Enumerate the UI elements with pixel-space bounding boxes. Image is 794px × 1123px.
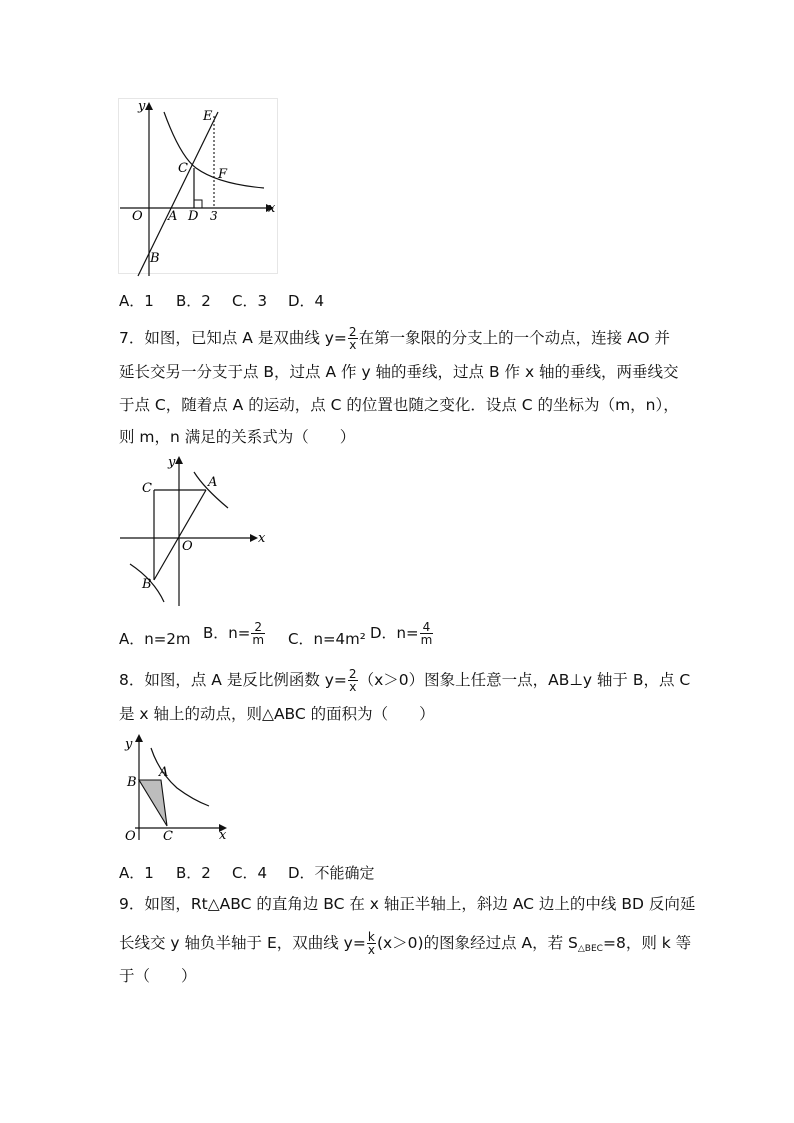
frac-numerator: 4 xyxy=(420,621,434,634)
label-y: y xyxy=(138,99,146,114)
q6-option-b[interactable]: B．2 xyxy=(176,292,211,310)
q8-line-1 xyxy=(119,668,690,693)
label-A: A xyxy=(208,475,218,490)
frac-numerator: 2 xyxy=(348,325,357,339)
q7-line1-post: 在第一象限的分支上的一个动点，连接 AO 并 xyxy=(358,329,670,347)
q7-option-b[interactable] xyxy=(203,621,266,646)
label-y: y xyxy=(168,455,176,470)
label-F: F xyxy=(218,167,228,182)
q9-line2-pre: 长线交 y 轴负半轴于 E，双曲线 y= xyxy=(119,934,366,952)
label-O: O xyxy=(132,209,143,224)
frac-numerator: 2 xyxy=(348,667,357,681)
label-B: B xyxy=(142,577,152,592)
label-x: x xyxy=(219,828,227,843)
figure-q7 xyxy=(116,452,274,608)
q7-option-c[interactable]: C．n=4m² xyxy=(288,630,366,648)
fraction-2-over-m xyxy=(251,621,265,646)
label-C: C xyxy=(163,829,173,844)
label-D: D xyxy=(188,209,199,224)
q8-option-d[interactable]: D．不能确定 xyxy=(288,864,375,882)
figure-q8 xyxy=(117,732,233,846)
label-C: C xyxy=(142,481,152,496)
fraction-k-over-x xyxy=(367,931,376,956)
q8-line1-post: （x＞0）图象上任意一点，AB⊥y 轴于 B，点 C xyxy=(358,671,691,689)
q7-line-1 xyxy=(119,326,670,351)
q8-line1-pre: 8．如图，点 A 是反比例函数 y= xyxy=(119,671,347,689)
label-B: B xyxy=(150,251,160,266)
q9-line2-post: =8，则 k 等 xyxy=(602,934,692,952)
label-y: y xyxy=(125,737,133,752)
fraction-2-over-x xyxy=(348,668,358,693)
q6-option-a[interactable]: A．1 xyxy=(119,292,154,310)
q9-line-3: 于（ ） xyxy=(119,967,197,985)
q7-option-d[interactable] xyxy=(370,621,434,646)
q9-subscript: △BEC xyxy=(577,944,603,954)
x-axis-arrow xyxy=(250,534,258,542)
q6-option-c[interactable]: C．3 xyxy=(232,292,268,310)
q7-line-3: 于点 C，随着点 A 的运动，点 C 的位置也随之变化．设点 C 的坐标为（m，n）， xyxy=(119,396,679,414)
label-C: C xyxy=(178,161,188,176)
frac-denominator: x xyxy=(367,943,375,957)
label-A: A xyxy=(159,765,169,780)
line-AB xyxy=(154,490,206,580)
q8-option-a[interactable]: A．1 xyxy=(119,864,154,882)
label-3: 3 xyxy=(210,209,218,223)
y-axis-arrow xyxy=(145,102,153,110)
label-x: x xyxy=(258,531,266,546)
q7-option-d-text: D．n= xyxy=(370,624,419,642)
frac-numerator: 2 xyxy=(251,621,265,634)
q7-line-2: 延长交另一分支于点 B，过点 A 作 y 轴的垂线，过点 B 作 x 轴的垂线，两垂线交 xyxy=(119,363,679,381)
frac-denominator: m xyxy=(252,633,265,647)
label-A: A xyxy=(168,209,178,224)
fraction-2-over-x xyxy=(348,326,358,351)
q9-line-2 xyxy=(119,931,691,959)
y-axis-arrow xyxy=(175,456,183,464)
fraction-4-over-m xyxy=(420,621,434,646)
label-O: O xyxy=(125,829,136,844)
q7-line1-pre: 7．如图，已知点 A 是双曲线 y= xyxy=(119,329,347,347)
frac-denominator: m xyxy=(420,633,433,647)
q9-line2-mid: (x＞0)的图象经过点 A，若 S xyxy=(376,934,578,952)
q8-option-b[interactable]: B．2 xyxy=(176,864,211,882)
y-axis-arrow xyxy=(135,734,143,742)
q8-line-2: 是 x 轴上的动点，则△ABC 的面积为（ ） xyxy=(119,705,435,723)
right-angle-mark xyxy=(194,200,202,208)
label-E: E xyxy=(203,109,213,124)
frac-numerator: k xyxy=(367,930,375,944)
frac-denominator: x xyxy=(349,680,357,694)
q7-option-b-text: B．n= xyxy=(203,624,251,642)
label-B: B xyxy=(127,775,137,790)
q9-line-1: 9．如图，Rt△ABC 的直角边 BC 在 x 轴正半轴上，斜边 AC 边上的中线 BD 反向延 xyxy=(119,895,696,913)
q8-option-c[interactable]: C．4 xyxy=(232,864,268,882)
triangle-ABC xyxy=(139,780,167,826)
q7-line-4: 则 m，n 满足的关系式为（ ） xyxy=(119,428,356,446)
figure-q6 xyxy=(118,98,280,278)
q6-option-d[interactable]: D．4 xyxy=(288,292,325,310)
q7-option-a[interactable]: A．n=2m xyxy=(119,630,191,648)
label-x: x xyxy=(268,201,276,216)
frac-denominator: x xyxy=(349,338,357,352)
label-O: O xyxy=(182,539,193,554)
